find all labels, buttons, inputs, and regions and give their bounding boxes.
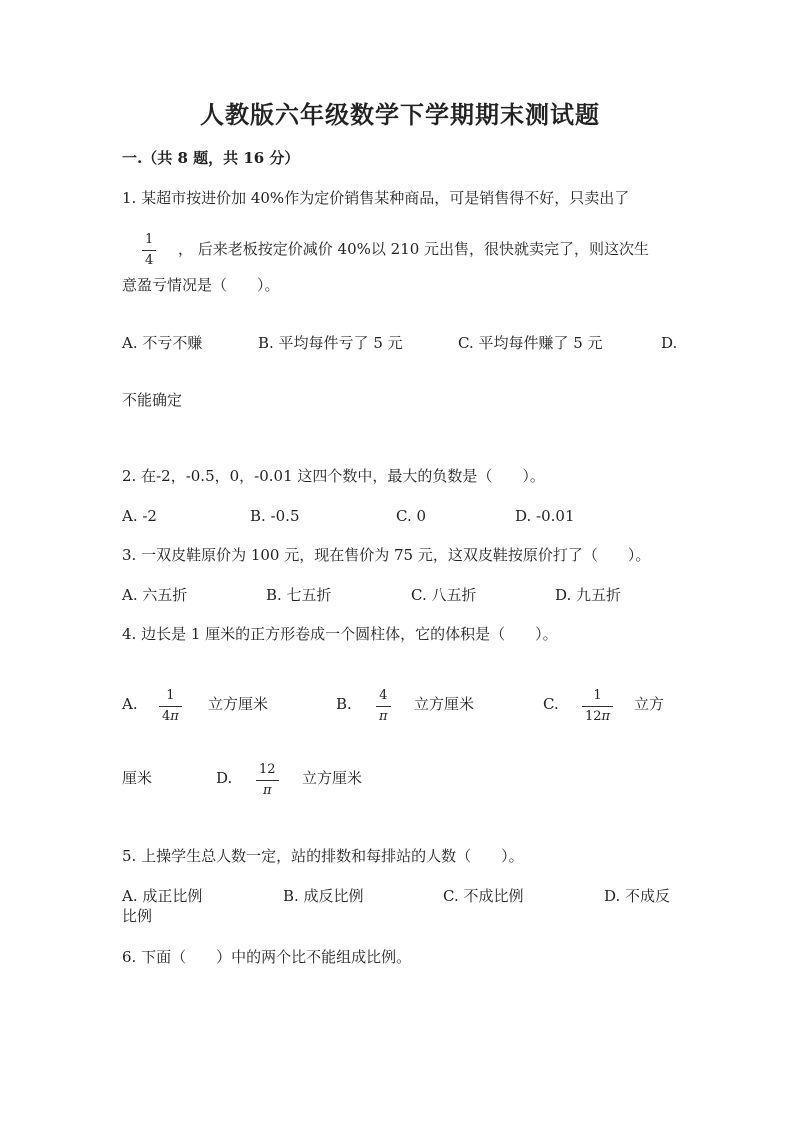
q4-option-a-unit: 立方厘米 [208,695,269,713]
q1-option-d-continued: 不能确定 [122,391,183,409]
q2-option-c[interactable]: C. 0 [396,507,427,525]
q2-option-d[interactable]: D. -0.01 [515,507,575,525]
q5-text: 5. 上操学生总人数一定，站的排数和每排站的人数（ ）。 [122,847,524,865]
q3-option-d[interactable]: D. 九五折 [555,586,622,604]
q1-text-line1: 1. 某超市按进价加 40%作为定价销售某种商品，可是销售得不好，只卖出了 [122,189,630,207]
q3-text: 3. 一双皮鞋原价为 100 元，现在售价为 75 元，这双皮鞋按原价打了（ ）。 [122,546,651,564]
pi-symbol: π [170,709,179,724]
pi-symbol: π [379,709,388,724]
q5-option-d[interactable]: D. 不成反 [604,887,671,905]
q4-b-numerator: 4 [379,688,388,703]
q5-option-c[interactable]: C. 不成比例 [443,887,524,905]
q1-option-d[interactable]: D. [661,334,678,352]
section-heading: 一.（共 8 题，共 16 分） [122,149,300,167]
q2-option-a[interactable]: A. -2 [122,507,157,525]
q4-option-b-fraction [376,688,391,725]
q5-option-d-continued: 比例 [122,907,153,925]
q4-option-c-unit-continued: 厘米 [122,769,153,787]
q4-option-a-fraction [159,688,182,725]
q1-text-line2: ， 后来老板按定价减价 40%以 210 元出售，很快就卖完了，则这次生 [178,240,650,258]
q4-text: 4. 边长是 1 厘米的正方形卷成一个圆柱体，它的体积是（ ）。 [122,625,558,643]
q1-option-c[interactable]: C. 平均每件赚了 5 元 [458,334,603,352]
q1-text-line3: 意盈亏情况是（ ）。 [122,276,280,294]
q4-option-d-label[interactable]: D. [216,769,233,787]
q4-option-c-fraction [582,688,613,725]
q4-option-c-label[interactable]: C. [543,695,559,713]
q1-option-a[interactable]: A. 不亏不赚 [122,334,203,352]
q1-fraction-denominator: 4 [145,253,154,268]
q2-text: 2. 在-2，-0.5，0，-0.01 这四个数中，最大的负数是（ ）。 [122,467,545,485]
q4-option-b-unit: 立方厘米 [414,695,475,713]
q4-c-den-number: 12 [585,709,602,724]
pi-symbol: π [601,709,611,724]
q4-option-d-unit: 立方厘米 [302,769,363,787]
q4-a-den-number: 4 [162,709,171,724]
pi-symbol: π [263,783,272,798]
q1-fraction [142,232,156,269]
page-title: 人教版六年级数学下学期期末测试题 [200,100,600,129]
q4-a-denominator [159,707,182,725]
q4-option-a-label[interactable]: A. [122,695,138,713]
q3-option-a[interactable]: A. 六五折 [122,586,188,604]
q4-c-numerator: 1 [593,688,602,703]
q4-option-b-label[interactable]: B. [336,695,352,713]
q5-option-a[interactable]: A. 成正比例 [122,887,203,905]
q4-option-c-unit: 立方 [634,695,665,713]
q4-option-d-fraction [256,762,279,799]
q1-option-b[interactable]: B. 平均每件亏了 5 元 [258,334,403,352]
q4-d-numerator: 12 [259,762,276,777]
q4-c-denominator [582,707,613,725]
q2-option-b[interactable]: B. -0.5 [250,507,300,525]
q4-a-numerator: 1 [166,688,175,703]
q3-option-b[interactable]: B. 七五折 [266,586,332,604]
q5-option-b[interactable]: B. 成反比例 [283,887,364,905]
q1-fraction-numerator: 1 [145,232,154,247]
q3-option-c[interactable]: C. 八五折 [411,586,477,604]
q6-text: 6. 下面（ ）中的两个比不能组成比例。 [122,948,412,966]
